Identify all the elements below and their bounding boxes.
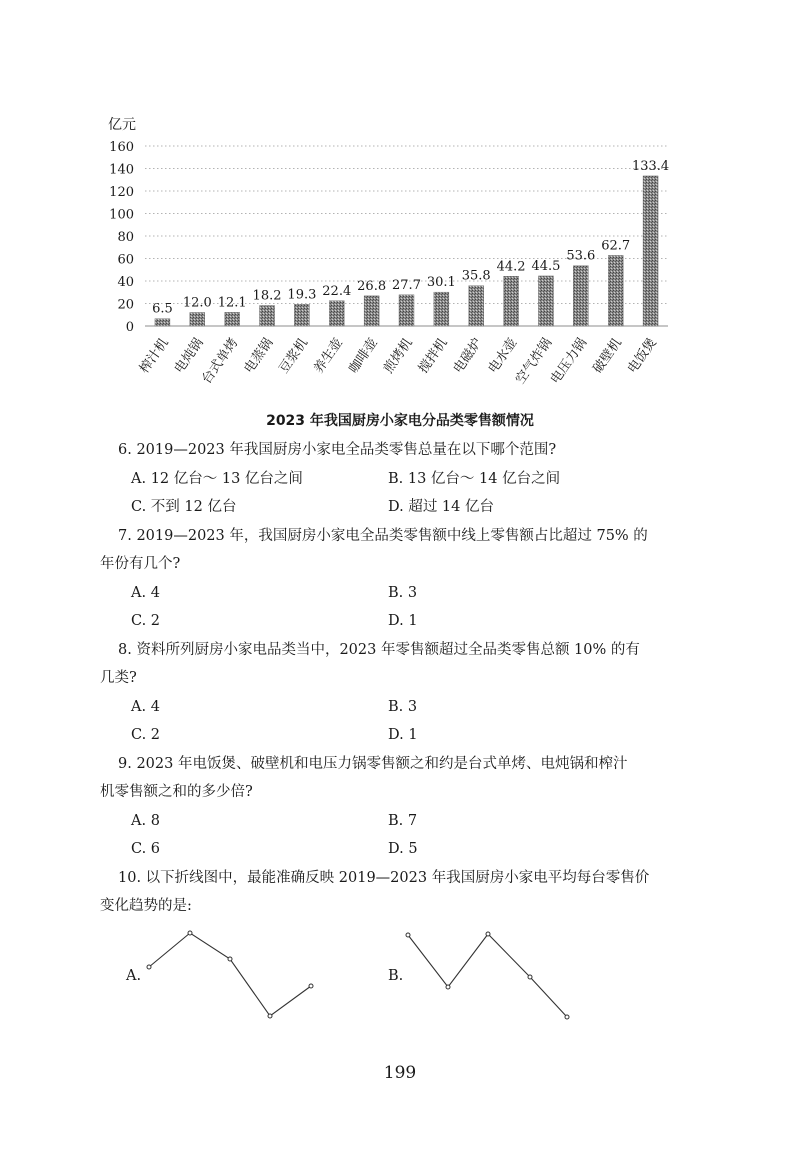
question-9-stem-line1: 9. 2023 年电饭煲、破壁机和电压力锅零售额之和约是台式单烤、电炖锅和榨汁 — [118, 756, 628, 772]
x-category-label: 电磁炉 — [450, 335, 486, 377]
question-6-option-c: C. 不到 12 亿台 — [131, 499, 237, 515]
x-category-label: 电水壶 — [485, 335, 521, 377]
x-category-label: 搅拌机 — [415, 335, 451, 377]
bar — [573, 266, 588, 326]
y-tick-label: 140 — [109, 162, 134, 178]
bar — [190, 313, 205, 327]
bar — [504, 276, 519, 326]
bar-value-label: 18.2 — [252, 288, 282, 304]
bar — [434, 292, 449, 326]
bar — [329, 301, 344, 326]
question-9-option-b: B. 7 — [388, 813, 418, 829]
question-8-option-b: B. 3 — [388, 699, 418, 715]
question-8-option-c: C. 2 — [131, 727, 161, 743]
question-6-option-b: B. 13 亿台～ 14 亿台之间 — [388, 471, 561, 487]
bar-value-label: 30.1 — [426, 275, 456, 291]
question-9-stem-line2: 机零售额之和的多少倍? — [100, 784, 253, 800]
bar-value-label: 19.3 — [287, 287, 317, 303]
bar — [399, 295, 414, 326]
bar-value-label: 26.8 — [357, 278, 387, 294]
question-8-stem-line1: 8. 资料所列厨房小家电品类当中，2023 年零售额超过全品类零售总额 10% 的有 — [118, 642, 640, 658]
bar-value-label: 12.1 — [217, 295, 247, 311]
question-10-option-b-line-figure — [400, 925, 580, 1025]
x-category-label: 电炖锅 — [171, 335, 207, 377]
question-6-option-a: A. 12 亿台～ 13 亿台之间 — [131, 471, 303, 487]
x-category-label: 空气炸锅 — [513, 335, 556, 387]
y-tick-label: 80 — [117, 230, 134, 245]
x-category-label: 破壁机 — [590, 335, 625, 377]
y-tick-label: 0 — [125, 320, 134, 335]
bar-value-label: 44.5 — [531, 258, 561, 274]
x-category-label: 台式单烤 — [199, 335, 242, 387]
bar-value-label: 22.4 — [322, 283, 352, 299]
x-category-label: 电蒸锅 — [241, 335, 277, 377]
y-tick-label: 40 — [117, 275, 134, 290]
question-7-option-b: B. 3 — [388, 585, 418, 601]
bar-value-label: 27.7 — [392, 277, 421, 293]
bar-value-label: 12.0 — [182, 295, 212, 311]
bar — [608, 255, 623, 326]
bar — [294, 304, 309, 326]
question-7-stem-line2: 年份有几个? — [100, 556, 181, 572]
question-9-option-c: C. 6 — [131, 841, 161, 857]
question-7-option-a: A. 4 — [131, 585, 160, 601]
x-category-label: 豆浆机 — [276, 335, 312, 377]
question-9-option-a: A. 8 — [131, 813, 160, 829]
bar — [260, 306, 275, 326]
bar-chart — [0, 0, 800, 400]
bar — [364, 296, 379, 326]
x-category-label: 养生壶 — [311, 335, 347, 377]
bar-value-label: 35.8 — [461, 268, 491, 284]
question-10-stem-line1: 10. 以下折线图中，最能准确反映 2019—2023 年我国厨房小家电平均每台零售价 — [118, 870, 650, 886]
y-tick-label: 120 — [109, 185, 134, 200]
x-category-label: 榨汁机 — [137, 335, 172, 377]
y-tick-label: 20 — [117, 297, 134, 313]
question-8-option-a: A. 4 — [131, 699, 160, 715]
bar-value-label: 53.6 — [566, 248, 596, 264]
question-7-option-d: D. 1 — [388, 613, 418, 629]
bar — [155, 319, 170, 326]
bar — [643, 176, 658, 326]
x-category-label: 电饭煲 — [625, 335, 660, 377]
x-category-label: 咖啡壶 — [346, 335, 381, 377]
question-8-option-d: D. 1 — [388, 727, 418, 743]
bar-value-label: 133.4 — [631, 158, 670, 174]
bar — [469, 286, 484, 326]
bar-value-label: 62.7 — [601, 238, 631, 254]
question-6-option-d: D. 超过 14 亿台 — [388, 499, 494, 515]
chart-title: 2023 年我国厨房小家电分品类零售额情况 — [266, 413, 534, 429]
question-10-option-a-line-figure — [140, 925, 330, 1025]
y-tick-label: 100 — [109, 207, 134, 223]
question-10-option-b-label: B. — [388, 968, 404, 984]
bar — [538, 276, 553, 326]
question-7-stem-line1: 7. 2019—2023 年，我国厨房小家电全品类零售额中线上零售额占比超过 75% 的 — [118, 528, 648, 544]
bar-value-label: 6.5 — [152, 301, 173, 317]
question-6-stem: 6. 2019—2023 年我国厨房小家电全品类零售总量在以下哪个范围? — [118, 442, 557, 458]
question-7-option-c: C. 2 — [131, 613, 161, 629]
page-number: 199 — [383, 1063, 417, 1083]
x-category-label: 煎烤机 — [381, 335, 416, 377]
y-axis-unit-label: 亿元 — [108, 117, 136, 133]
y-tick-label: 60 — [117, 252, 134, 268]
y-tick-label: 160 — [109, 140, 134, 155]
question-9-option-d: D. 5 — [388, 841, 418, 857]
bar — [225, 312, 240, 326]
question-8-stem-line2: 几类? — [100, 670, 137, 686]
question-10-stem-line2: 变化趋势的是: — [100, 898, 192, 914]
bar-value-label: 44.2 — [496, 259, 526, 275]
question-10-option-a-label: A. — [126, 968, 142, 984]
x-category-label: 电压力锅 — [547, 335, 591, 387]
